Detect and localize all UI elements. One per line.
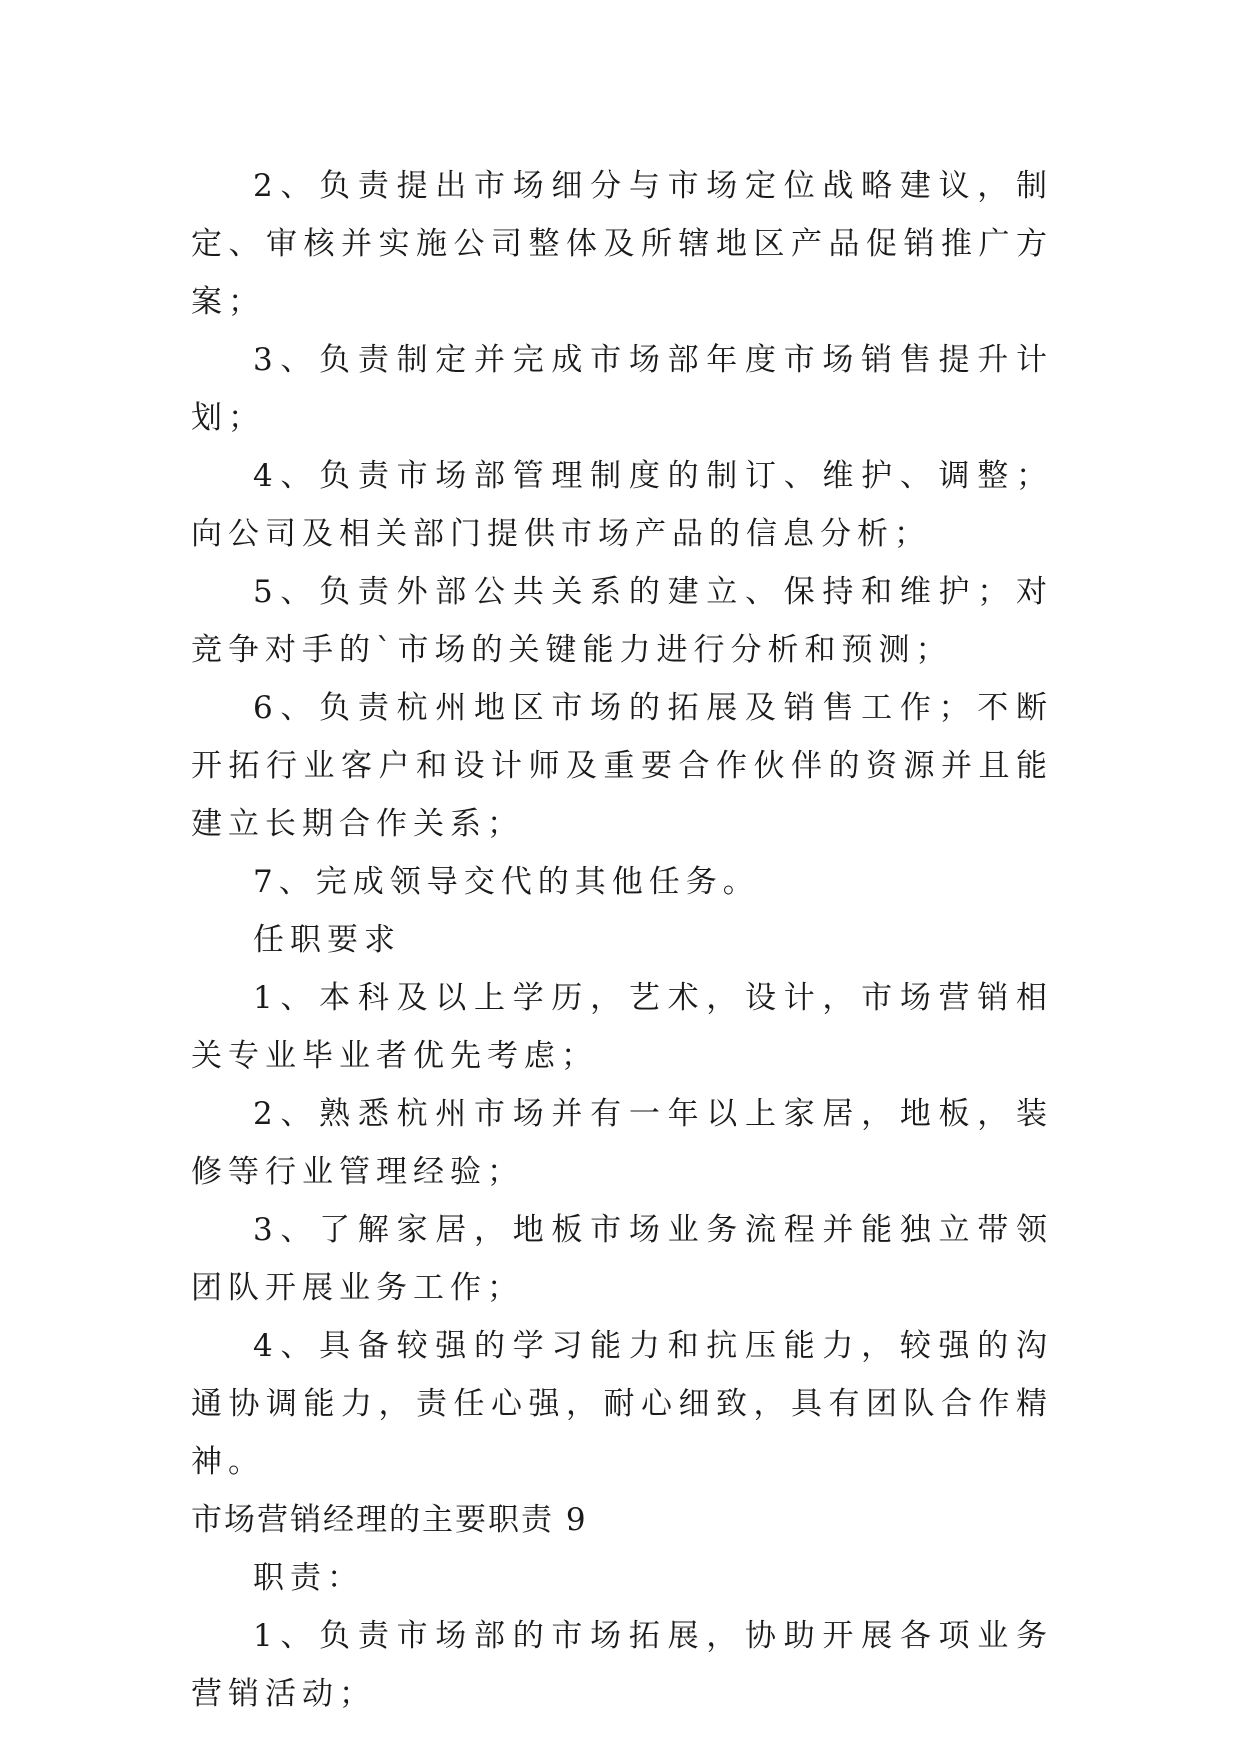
duties-heading: 职责： xyxy=(253,1560,364,1596)
duty-item-7: 7、完成领导交代的其他任务。 xyxy=(253,864,760,900)
requirement-item-2: 2、熟悉杭州市场并有一年以上家居，地板，装修等行业管理经验； xyxy=(191,1096,1053,1190)
document-body xyxy=(191,157,1053,1723)
duty-item-2: 2、负责提出市场细分与市场定位战略建议，制定、审核并实施公司整体及所辖地区产品促销推广方案； xyxy=(191,168,1053,320)
section-title: 市场营销经理的主要职责 9 xyxy=(191,1502,588,1538)
requirements-heading: 任职要求 xyxy=(253,922,401,958)
requirement-item-1: 1、本科及以上学历，艺术，设计，市场营销相关专业毕业者优先考虑； xyxy=(191,980,1053,1074)
duty-item-5: 5、负责外部公共关系的建立、保持和维护；对竞争对手的`市场的关键能力进行分析和预测； xyxy=(191,574,1053,668)
duty-item-6: 6、负责杭州地区市场的拓展及销售工作；不断开拓行业客户和设计师及重要合作伙伴的资源并且能建立长期合作关系； xyxy=(191,690,1053,842)
duty-item-4: 4、负责市场部管理制度的制订、维护、调整；向公司及相关部门提供市场产品的信息分析； xyxy=(191,458,1053,552)
duty-item-1-new: 1、负责市场部的市场拓展，协助开展各项业务营销活动； xyxy=(191,1618,1053,1712)
duty-item-3: 3、负责制定并完成市场部年度市场销售提升计划； xyxy=(191,342,1053,436)
requirement-item-3: 3、了解家居，地板市场业务流程并能独立带领团队开展业务工作； xyxy=(191,1212,1053,1306)
requirement-item-4: 4、具备较强的学习能力和抗压能力，较强的沟通协调能力，责任心强，耐心细致，具有团队合作精神。 xyxy=(191,1328,1053,1480)
